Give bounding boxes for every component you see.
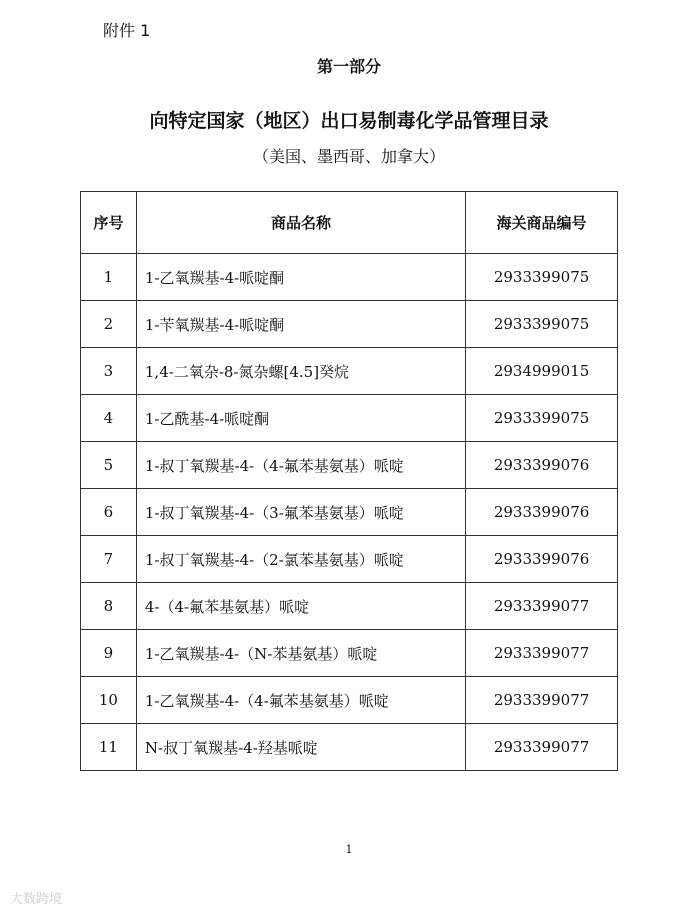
customs-code-cell: 2934999015 — [466, 348, 618, 395]
table-header-row — [81, 192, 618, 254]
table-row — [81, 630, 618, 677]
column-header-product-name: 商品名称 — [136, 192, 465, 254]
table-row — [81, 489, 618, 536]
table-row — [81, 677, 618, 724]
customs-code-cell: 2933399075 — [466, 254, 618, 301]
column-header-number: 序号 — [81, 192, 137, 254]
column-header-customs-code: 海关商品编号 — [466, 192, 618, 254]
row-number-cell: 10 — [81, 677, 137, 724]
table-row — [81, 301, 618, 348]
table-row — [81, 348, 618, 395]
table-row — [81, 442, 618, 489]
page-number: 1 — [345, 843, 353, 856]
customs-code-cell: 2933399076 — [466, 536, 618, 583]
product-name-cell: N-叔丁氧羰基-4-羟基哌啶 — [136, 724, 465, 771]
product-name-cell: 1-叔丁氧羰基-4-（2-氯苯基氨基）哌啶 — [136, 536, 465, 583]
customs-code-cell: 2933399077 — [466, 630, 618, 677]
row-number-cell: 2 — [81, 301, 137, 348]
row-number-cell: 6 — [81, 489, 137, 536]
customs-code-cell: 2933399076 — [466, 442, 618, 489]
table-row — [81, 254, 618, 301]
table-row — [81, 583, 618, 630]
customs-code-cell: 2933399075 — [466, 301, 618, 348]
part-heading: 第一部分 — [316, 57, 381, 76]
row-number-cell: 5 — [81, 442, 137, 489]
row-number-cell: 3 — [81, 348, 137, 395]
watermark-logo: 大数跨境 — [10, 892, 63, 907]
attachment-label: 附件 1 — [103, 21, 151, 40]
table-row — [81, 395, 618, 442]
product-name-cell: 1-乙氧羰基-4-哌啶酮 — [136, 254, 465, 301]
customs-code-cell: 2933399076 — [466, 489, 618, 536]
table-row — [81, 536, 618, 583]
product-name-cell: 4-（4-氟苯基氨基）哌啶 — [136, 583, 465, 630]
row-number-cell: 8 — [81, 583, 137, 630]
row-number-cell: 7 — [81, 536, 137, 583]
row-number-cell: 9 — [81, 630, 137, 677]
product-name-cell: 1,4-二氧杂-8-氮杂螺[4.5]癸烷 — [136, 348, 465, 395]
customs-code-cell: 2933399077 — [466, 724, 618, 771]
product-name-cell: 1-叔丁氧羰基-4-（4-氟苯基氨基）哌啶 — [136, 442, 465, 489]
table-body — [81, 254, 618, 771]
product-name-cell: 1-苄氧羰基-4-哌啶酮 — [136, 301, 465, 348]
document-title: 向特定国家（地区）出口易制毒化学品管理目录 — [149, 110, 549, 132]
row-number-cell: 1 — [81, 254, 137, 301]
product-name-cell: 1-乙氧羰基-4-（N-苯基氨基）哌啶 — [136, 630, 465, 677]
catalog-table — [80, 191, 618, 771]
customs-code-cell: 2933399075 — [466, 395, 618, 442]
product-name-cell: 1-乙氧羰基-4-（4-氟苯基氨基）哌啶 — [136, 677, 465, 724]
customs-code-cell: 2933399077 — [466, 583, 618, 630]
row-number-cell: 11 — [81, 724, 137, 771]
row-number-cell: 4 — [81, 395, 137, 442]
product-name-cell: 1-乙酰基-4-哌啶酮 — [136, 395, 465, 442]
customs-code-cell: 2933399077 — [466, 677, 618, 724]
document-subtitle: （美国、墨西哥、加拿大） — [252, 147, 445, 166]
table-row — [81, 724, 618, 771]
product-name-cell: 1-叔丁氧羰基-4-（3-氟苯基氨基）哌啶 — [136, 489, 465, 536]
